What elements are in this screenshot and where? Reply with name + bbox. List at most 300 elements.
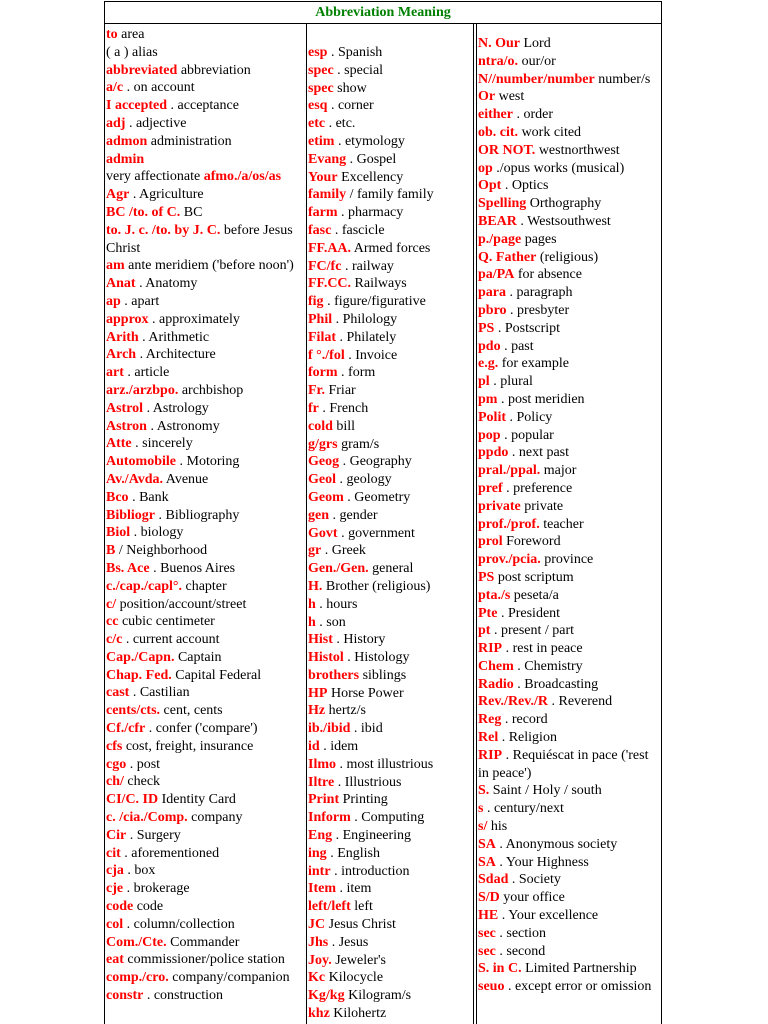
abbreviation-meaning: Jesus Christ [325, 917, 396, 933]
abbreviation-meaning: Foreword [502, 534, 561, 550]
abbreviation-term: Govt [308, 525, 338, 541]
abbreviation-term: OR NOT. [478, 142, 536, 158]
abbreviation-entry [477, 160, 661, 178]
abbreviation-meaning: . current account [122, 632, 220, 648]
abbreviation-meaning: . Philately [336, 329, 397, 345]
abbreviation-entry [307, 560, 473, 578]
abbreviation-term: code [106, 899, 134, 915]
abbreviation-term: spec [308, 80, 334, 96]
abbreviation-term: Astrol [106, 400, 144, 416]
abbreviation-term: khz [308, 1006, 330, 1022]
abbreviation-term: Or [478, 89, 496, 105]
abbreviation-meaning: . box [123, 863, 156, 879]
abbreviation-term: N//number/number [478, 71, 595, 87]
abbreviation-entry [307, 311, 473, 329]
abbreviation-term: Filat [308, 329, 336, 345]
abbreviation-entry [477, 889, 661, 907]
abbreviation-entry [477, 480, 661, 498]
abbreviation-meaning: show [333, 80, 367, 96]
abbreviation-entry [105, 222, 304, 258]
abbreviation-term: Anat [106, 276, 136, 292]
abbreviation-meaning: company [187, 810, 243, 826]
abbreviation-meaning: Lord [520, 36, 551, 51]
abbreviation-term: Av./Avda. [106, 471, 164, 487]
abbreviation-term: to [106, 27, 118, 42]
abbreviation-term: family [308, 187, 347, 203]
abbreviation-term: HE [478, 908, 499, 924]
abbreviation-entry [307, 702, 473, 720]
abbreviation-term: Inform [308, 810, 351, 826]
abbreviation-entry [477, 88, 661, 106]
abbreviation-term: SA [478, 854, 496, 870]
abbreviation-entry [105, 168, 304, 186]
abbreviation-term: Cf./cfr [106, 721, 146, 737]
abbreviation-term: CI/C. ID [106, 792, 159, 808]
abbreviation-term: RIP [478, 747, 503, 763]
abbreviation-term: pref [478, 480, 503, 496]
abbreviation-entry [477, 622, 661, 640]
abbreviation-term: Gen./Gen. [308, 561, 369, 577]
abbreviation-entry [105, 418, 304, 436]
abbreviation-term: g/grs [308, 436, 338, 452]
abbreviation-term: constr [106, 988, 144, 1004]
abbreviation-entry [105, 969, 304, 987]
abbreviation-entry [477, 498, 661, 516]
abbreviation-entry [307, 631, 473, 649]
abbreviation-meaning: . on account [123, 80, 195, 96]
abbreviation-entry [477, 569, 661, 587]
abbreviation-entry [105, 987, 304, 1005]
abbreviation-meaning: . plural [489, 374, 533, 390]
column-2 [306, 23, 474, 1024]
abbreviation-entry [307, 774, 473, 792]
abbreviation-meaning: . Bibliography [155, 507, 240, 523]
abbreviation-term: cgo [106, 756, 127, 772]
abbreviation-entry [477, 320, 661, 338]
abbreviation-term: Rel [478, 730, 499, 746]
abbreviation-term: pop [478, 427, 501, 443]
abbreviation-term: s [478, 801, 484, 817]
abbreviation-term: Cap./Capn. [106, 649, 175, 665]
abbreviation-entry [105, 916, 304, 934]
abbreviation-term: private [478, 498, 521, 514]
abbreviation-meaning: . next past [508, 445, 570, 461]
abbreviation-meaning: . Requiéscat in pace ('rest in peace') [478, 747, 649, 781]
abbreviation-meaning: . Postscript [494, 320, 561, 336]
abbreviation-entry [477, 925, 661, 943]
abbreviation-entry [307, 186, 473, 204]
abbreviation-entry [307, 507, 473, 525]
abbreviation-entry [307, 898, 473, 916]
abbreviation-term: sec [478, 943, 496, 959]
abbreviation-term: Chap. Fed. [106, 667, 172, 683]
abbreviation-entry [477, 266, 661, 284]
abbreviation-meaning: . etymology [334, 133, 405, 149]
abbreviation-term: I accepted [106, 98, 168, 114]
abbreviation-meaning: . Spanish [327, 45, 383, 60]
abbreviation-entry [105, 791, 304, 809]
abbreviation-meaning: hertz/s [325, 703, 366, 719]
abbreviation-entry [477, 747, 661, 783]
abbreviation-entry [105, 204, 304, 222]
abbreviation-entry [307, 62, 473, 80]
abbreviation-term: approx [106, 311, 149, 327]
abbreviation-meaning: chapter [181, 578, 227, 594]
abbreviation-meaning: . section [495, 925, 547, 941]
abbreviation-entry [477, 551, 661, 569]
abbreviation-entry [307, 791, 473, 809]
abbreviation-entry [477, 213, 661, 231]
abbreviation-meaning: his [487, 819, 508, 835]
abbreviation-meaning: post scriptum [494, 569, 574, 585]
abbreviation-term: Spelling [478, 196, 527, 212]
abbreviation-term: comp./cro. [106, 970, 169, 986]
abbreviation-entry [105, 845, 304, 863]
abbreviation-meaning: . record [501, 712, 548, 728]
abbreviation-entry [105, 79, 304, 97]
abbreviation-entry [477, 836, 661, 854]
abbreviation-entry [307, 364, 473, 382]
table-title: Abbreviation Meaning [315, 5, 451, 20]
abbreviation-term: pm [478, 391, 498, 407]
abbreviation-entry [105, 613, 304, 631]
abbreviation-meaning: westnorthwest [535, 142, 620, 158]
abbreviation-meaning: . acceptance [167, 98, 239, 114]
abbreviation-meaning: Capital Federal [171, 667, 262, 683]
abbreviation-meaning: . confer ('compare') [145, 721, 258, 737]
abbreviation-term: c/ [106, 596, 117, 612]
abbreviation-term: Q. Father [478, 249, 537, 265]
abbreviation-meaning: . apart [120, 293, 160, 309]
abbreviation-term: cast [106, 685, 130, 701]
abbreviation-term: esq [308, 98, 328, 114]
abbreviation-entry [105, 524, 304, 542]
abbreviation-entry [307, 863, 473, 881]
abbreviation-meaning: . rest in peace [502, 641, 583, 657]
abbreviation-entry [105, 809, 304, 827]
abbreviation-meaning: . gender [329, 507, 378, 523]
abbreviation-entry [105, 435, 304, 453]
abbreviation-term: Radio [478, 676, 514, 692]
abbreviation-term: fig [308, 294, 324, 310]
abbreviation-term: Agr [106, 187, 130, 203]
abbreviation-entry [477, 676, 661, 694]
abbreviation-term: Fr. [308, 383, 325, 399]
abbreviation-term: arz./arzbpo. [106, 382, 179, 398]
abbreviation-entry [477, 355, 661, 373]
abbreviation-term: Kg/kg [308, 988, 345, 1004]
abbreviation-meaning: number/s [594, 71, 651, 87]
abbreviation-entry [477, 142, 661, 160]
abbreviation-entry [105, 382, 304, 400]
abbreviation-entry [477, 640, 661, 658]
abbreviation-term: c/c [106, 632, 123, 648]
abbreviation-meaning: Printing [339, 792, 388, 808]
abbreviation-term: Opt [478, 178, 502, 194]
abbreviation-meaning: . government [337, 525, 415, 541]
abbreviation-meaning: gram/s [337, 436, 380, 452]
abbreviation-term: B [106, 543, 116, 559]
abbreviation-entry [307, 400, 473, 418]
abbreviation-meaning: administration [147, 133, 232, 149]
abbreviation-term: h [308, 596, 316, 612]
abbreviation-meaning: west [495, 89, 525, 105]
abbreviation-entry [477, 907, 661, 925]
abbreviation-entry [105, 97, 304, 115]
abbreviation-entry [307, 347, 473, 365]
abbreviation-entry [477, 800, 661, 818]
abbreviation-entry [307, 258, 473, 276]
abbreviation-meaning: . presbyter [506, 302, 570, 318]
abbreviation-meaning: Avenue [163, 471, 209, 487]
abbreviation-meaning: pages [521, 231, 557, 247]
abbreviation-entry [307, 809, 473, 827]
abbreviation-entry [477, 516, 661, 534]
abbreviation-term: Atte [106, 436, 132, 452]
abbreviation-entry [307, 756, 473, 774]
abbreviation-term: Geol [308, 472, 336, 488]
abbreviation-meaning: . Your excellence [498, 908, 599, 924]
abbreviation-entry [307, 1005, 473, 1023]
abbreviation-term: h [308, 614, 316, 630]
abbreviation-meaning: . President [497, 605, 561, 621]
abbreviation-term: Hist [308, 632, 333, 648]
abbreviation-term: pbro [478, 302, 507, 318]
abbreviation-entry [105, 311, 304, 329]
abbreviation-meaning: . History [332, 632, 386, 648]
abbreviation-entry [477, 124, 661, 142]
abbreviation-meaning: . figure/figurative [323, 294, 426, 310]
abbreviation-entry [477, 409, 661, 427]
abbreviation-entry [105, 489, 304, 507]
abbreviation-meaning: archbishop [178, 382, 244, 398]
abbreviation-meaning: . Jesus [328, 934, 369, 950]
abbreviation-meaning: left [350, 899, 373, 915]
abbreviation-term: cje [106, 881, 124, 897]
abbreviation-entry [307, 880, 473, 898]
abbreviation-term: p./page [478, 231, 522, 247]
abbreviation-meaning: . Geometry [343, 489, 411, 505]
abbreviation-meaning: . Geography [339, 454, 412, 470]
abbreviation-entry [105, 275, 304, 293]
abbreviation-term: Arith [106, 329, 139, 345]
abbreviation-meaning: area [117, 27, 145, 42]
abbreviation-term: cents/cts. [106, 703, 161, 719]
abbreviation-meaning: . ibid [350, 721, 383, 737]
abbreviation-term: cold [308, 418, 333, 434]
abbreviation-entry [307, 916, 473, 934]
abbreviation-entry [307, 204, 473, 222]
abbreviation-meaning: bill [332, 418, 356, 434]
abbreviation-meaning: . Astronomy [146, 418, 220, 434]
abbreviation-meaning: . railway [341, 258, 394, 274]
abbreviation-term: op [478, 160, 493, 176]
abbreviation-entry [105, 934, 304, 952]
abbreviation-meaning: Excellency [337, 169, 404, 185]
abbreviation-term: Biol [106, 525, 131, 541]
abbreviation-term: S. in C. [478, 961, 522, 977]
abbreviation-meaning: cost, freight, insurance [122, 738, 254, 754]
abbreviation-meaning: (religious) [536, 249, 599, 265]
abbreviation-meaning: . construction [143, 988, 224, 1004]
abbreviation-meaning: . brokerage [123, 881, 190, 897]
abbreviation-meaning: . English [326, 845, 380, 861]
abbreviation-term: Com./Cte. [106, 934, 167, 950]
abbreviation-term: Print [308, 792, 340, 808]
abbreviation-meaning: . Arithmetic [138, 329, 210, 345]
abbreviation-entry [105, 667, 304, 685]
abbreviation-entry [477, 373, 661, 391]
abbreviation-entry [105, 862, 304, 880]
abbreviation-term: ppdo [478, 445, 509, 461]
abbreviation-term: RIP [478, 641, 503, 657]
abbreviation-meaning: . geology [336, 472, 392, 488]
abbreviation-term: Sdad [478, 872, 509, 888]
abbreviation-term: Chem [478, 658, 514, 674]
abbreviation-entry [477, 444, 661, 462]
abbreviation-term: SA [478, 836, 496, 852]
abbreviation-term: Kc [308, 970, 326, 986]
abbreviation-meaning: Identity Card [158, 792, 236, 808]
abbreviation-term: cfs [106, 738, 123, 754]
abbreviation-entry [105, 186, 304, 204]
abbreviation-meaning: . Westsouthwest [516, 213, 611, 229]
abbreviation-term: Ilmo [308, 756, 336, 772]
abbreviation-meaning: for example [498, 356, 569, 372]
abbreviation-term: S/D [478, 890, 500, 906]
abbreviation-meaning: . son [315, 614, 346, 630]
abbreviation-term: sec [478, 925, 496, 941]
abbreviation-meaning: . Computing [350, 810, 425, 826]
abbreviation-entry [105, 507, 304, 525]
abbreviation-entry [307, 578, 473, 596]
abbreviation-meaning: ( a ) alias [106, 44, 158, 60]
abbreviation-term: Bibliogr [106, 507, 156, 523]
abbreviation-entry [105, 631, 304, 649]
abbreviation-meaning: . popular [500, 427, 554, 443]
column-3 [476, 23, 662, 1024]
abbreviation-entry [477, 391, 661, 409]
abbreviation-meaning: . hours [315, 596, 358, 612]
table-header [104, 1, 662, 24]
abbreviation-term: f °./fol [308, 347, 345, 363]
abbreviation-entry [307, 987, 473, 1005]
abbreviation-entry [307, 667, 473, 685]
abbreviation-meaning: . Society [508, 872, 561, 888]
abbreviation-term: Your [308, 169, 338, 185]
abbreviation-meaning: Friar [324, 383, 356, 399]
abbreviation-entry [477, 249, 661, 267]
abbreviation-meaning: Brother (religious) [322, 578, 431, 594]
abbreviation-entry [477, 711, 661, 729]
abbreviation-meaning: code [133, 899, 164, 915]
abbreviation-meaning: cubic centimeter [118, 614, 215, 630]
abbreviation-meaning: . corner [327, 98, 374, 114]
abbreviation-meaning: . present / part [490, 623, 575, 639]
abbreviation-term: Phil [308, 311, 333, 327]
abbreviation-meaning: . most illustrious [336, 756, 434, 772]
abbreviation-meaning: . adjective [125, 115, 187, 131]
abbreviation-entry [477, 338, 661, 356]
abbreviation-term: ing [308, 845, 327, 861]
abbreviation-entry [105, 898, 304, 916]
abbreviation-meaning: ante meridiem ('before noon') [124, 258, 294, 274]
abbreviation-entry [307, 115, 473, 133]
abbreviation-meaning: . aforementioned [120, 845, 220, 861]
abbreviation-entry [105, 880, 304, 898]
abbreviation-meaning: general [368, 561, 414, 577]
abbreviation-meaning: . Motoring [176, 454, 240, 470]
abbreviation-meaning: . item [336, 881, 372, 897]
abbreviation-meaning: . Agriculture [129, 187, 204, 203]
abbreviation-term: Histol [308, 650, 344, 666]
abbreviation-entry [307, 489, 473, 507]
abbreviation-meaning: . Anatomy [135, 276, 198, 292]
abbreviation-term: HP [308, 685, 328, 701]
abbreviation-meaning: . article [123, 365, 170, 381]
abbreviation-meaning: Commander [166, 934, 240, 950]
abbreviation-entry [477, 533, 661, 551]
abbreviation-entry [477, 978, 661, 996]
abbreviation-entry [307, 952, 473, 970]
abbreviation-meaning: peseta/a [510, 587, 559, 603]
abbreviation-entry [307, 685, 473, 703]
abbreviation-meaning: . except error or omission [504, 979, 652, 995]
abbreviation-term: admin [106, 151, 145, 167]
abbreviation-term: FC/fc [308, 258, 342, 274]
abbreviation-entry [477, 587, 661, 605]
abbreviation-entry [477, 943, 661, 961]
abbreviation-entry [307, 453, 473, 471]
abbreviation-entry [477, 818, 661, 836]
abbreviation-meaning: . Surgery [126, 827, 181, 843]
abbreviation-meaning: cent, cents [160, 703, 223, 719]
abbreviation-meaning: . approximately [148, 311, 240, 327]
abbreviation-term: afmo./a/os/as [203, 169, 282, 185]
abbreviation-term: prol [478, 534, 503, 550]
abbreviation-entry [477, 693, 661, 711]
abbreviation-term: FF.AA. [308, 240, 352, 256]
abbreviation-meaning: . post [126, 756, 161, 772]
abbreviation-term: Astron [106, 418, 147, 434]
abbreviation-entry [105, 756, 304, 774]
abbreviation-entry [307, 720, 473, 738]
abbreviation-term: abbreviated [106, 62, 178, 78]
abbreviation-entry [307, 222, 473, 240]
abbreviation-term: prov./pcia. [478, 552, 541, 568]
abbreviation-entry [307, 525, 473, 543]
abbreviation-term: pa/PA [478, 267, 515, 283]
abbreviation-term: H. [308, 578, 323, 594]
abbreviation-entry [477, 231, 661, 249]
abbreviation-term: Arch [106, 347, 137, 363]
abbreviation-term: cit [106, 845, 121, 861]
abbreviation-term: Iltre [308, 774, 335, 790]
abbreviation-entry [105, 471, 304, 489]
abbreviation-meaning: . Your Highness [495, 854, 589, 870]
abbreviation-term: eat [106, 952, 124, 968]
abbreviation-meaning: company/companion [168, 970, 290, 986]
abbreviation-term: cja [106, 863, 124, 879]
abbreviation-entry [105, 257, 304, 275]
abbreviation-term: s/ [478, 819, 488, 835]
abbreviation-term: spec [308, 62, 334, 78]
abbreviation-entry [477, 871, 661, 889]
abbreviation-entry [477, 177, 661, 195]
abbreviation-term: Geom [308, 489, 344, 505]
abbreviation-entry [477, 284, 661, 302]
abbreviation-term: pta./s [478, 587, 511, 603]
